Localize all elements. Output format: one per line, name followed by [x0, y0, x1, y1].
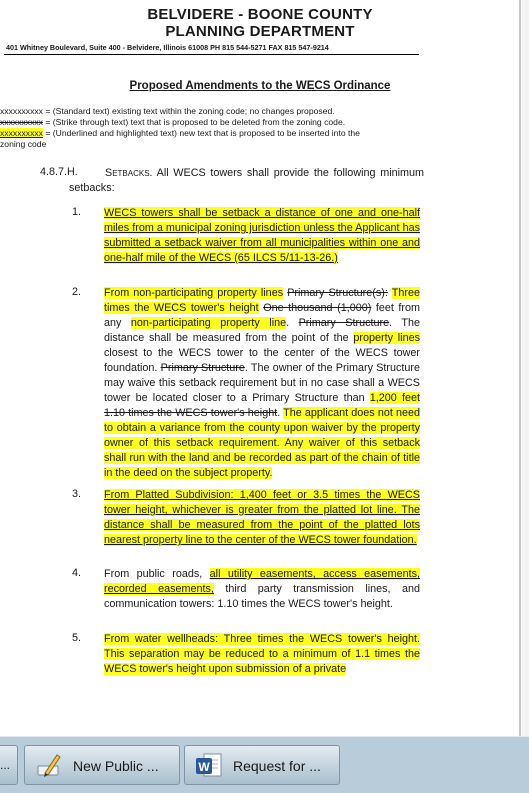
item-2-text-c: . The distance shall be measured from the point of the	[104, 317, 420, 344]
taskbar-item-partial[interactable]	[0, 745, 18, 785]
item-2-new-f: The applicant does not need to obtain a variance from the county upon waiver by the property owner of this setback requirement. Any waiver of this setback shall run with the land and be recorded as part of the chain of title in the deed on the subject property.	[104, 407, 420, 479]
item-2-new-b: Three times the WECS tower's height	[104, 287, 420, 314]
taskbar-item-new-public[interactable]	[24, 745, 180, 785]
item-2-new-a: From non-participating property lines	[104, 287, 284, 299]
taskbar-item-partial-label: ...	[0, 758, 11, 772]
legend-standard	[0, 106, 335, 116]
item-2-deleted-b: One thousand (1,000)	[263, 302, 372, 314]
legend-new	[0, 128, 360, 138]
legend-new-cont: zoning code	[0, 139, 47, 149]
item-2-number: 2.	[72, 286, 82, 298]
item-2-text-a: feet from any	[104, 302, 420, 329]
item-2	[104, 286, 420, 481]
item-2-deleted-d: Primary Structure	[160, 362, 245, 374]
section-number: 4.8.7.H.	[40, 166, 78, 178]
item-4-text-a: From public roads,	[104, 568, 210, 580]
header-divider	[4, 54, 419, 55]
item-2-new-d: property lines	[353, 332, 420, 344]
document-title: Proposed Amendments to the WECS Ordinance	[129, 80, 391, 92]
item-3-text: From Platted Subdivision: 1,400 feet or 3.5 times the WECS tower height, whichever is greater from the platted lot line. The distance shall be measured from the point of the platted lots nearest property line to the center of the WECS tower foundation.	[104, 489, 420, 546]
item-3-number: 3.	[72, 488, 82, 500]
taskbar-item-new-public-label: New Public ...	[73, 758, 159, 774]
item-4-number: 4.	[72, 567, 82, 579]
legend-new-sample: xxxxxxxxxx	[0, 128, 43, 138]
item-2-new-e: 1,200 feet	[369, 392, 421, 404]
pen-app-icon	[35, 751, 63, 779]
item-4-new: all utility easements, access easements, recorded easements,	[104, 568, 420, 595]
section-heading: Setbacks.	[105, 167, 153, 179]
section-intro-text: All WECS towers shall provide the following minimum setbacks:	[69, 167, 424, 194]
item-2-text-f: .	[277, 407, 284, 419]
item-2-deleted-a: Primary Structure(s):	[287, 287, 388, 299]
item-2-deleted-c: Primary Structure	[298, 317, 390, 329]
header-line-2: PLANNING DEPARTMENT	[165, 23, 355, 40]
item-2-deleted-e: 1.10 times the WECS tower's height	[104, 407, 278, 419]
legend-standard-text: = (Standard text) existing text within the zoning code; no changes proposed.	[42, 106, 335, 116]
window-edge	[519, 0, 521, 736]
section-intro	[69, 166, 424, 196]
item-2-text-e: . The owner of the Primary Structure may waive this setback requirement but in no case shall a WECS tower be located closer to a Primary Structure than	[104, 362, 420, 404]
item-5	[104, 632, 420, 677]
legend-strike	[0, 117, 345, 127]
taskbar-item-request-for-label: Request for ...	[233, 758, 321, 774]
item-1	[104, 206, 420, 266]
item-1-text: WECS towers shall be setback a distance of one and one-half miles from a municipal zoning jurisdiction unless the Applicant has submitted a setback waiver from all municipalities within one and one-half mile of the WECS (65 ILCS 5/11-13-26.)	[104, 207, 420, 264]
legend-new-text: = (Underlined and highlighted text) new text that is proposed to be inserted into the	[42, 128, 360, 138]
item-2-text-b: .	[286, 317, 299, 329]
item-4	[104, 567, 420, 612]
legend-strike-text: = (Strike through text) text that is proposed to be deleted from the zoning code.	[42, 117, 346, 127]
item-1-number: 1.	[72, 206, 82, 218]
item-2-text-d: closest to the WECS tower to the center of the WECS tower foundation.	[104, 347, 420, 374]
item-2-new-c: non-participating property line	[130, 317, 287, 329]
header-address: 401 Whitney Boulevard, Suite 400 - Belvidere, Illinois 61008 PH 815 544-5271 FAX 815 547-9214	[6, 43, 329, 52]
item-4-text-b: third party transmission lines, and communication towers: 1.10 times the WECS tower's height.	[104, 583, 420, 610]
taskbar	[0, 736, 529, 793]
item-3	[104, 488, 420, 548]
legend-standard-sample: xxxxxxxxxx	[0, 106, 43, 116]
svg-text:W: W	[198, 760, 210, 774]
taskbar-item-request-for[interactable]	[184, 745, 340, 785]
legend-strike-sample: xxxxxxxxxx	[0, 117, 43, 127]
item-5-text: From water wellheads: Three times the WECS tower's height. This separation may be reduced to a minimum of 1.1 times the WECS tower's height upon submission of a private	[104, 633, 420, 675]
word-document-icon	[195, 751, 223, 779]
window-scroll-area	[522, 0, 529, 736]
item-5-number: 5.	[72, 632, 82, 644]
header-line-1: BELVIDERE - BOONE COUNTY	[147, 6, 373, 23]
